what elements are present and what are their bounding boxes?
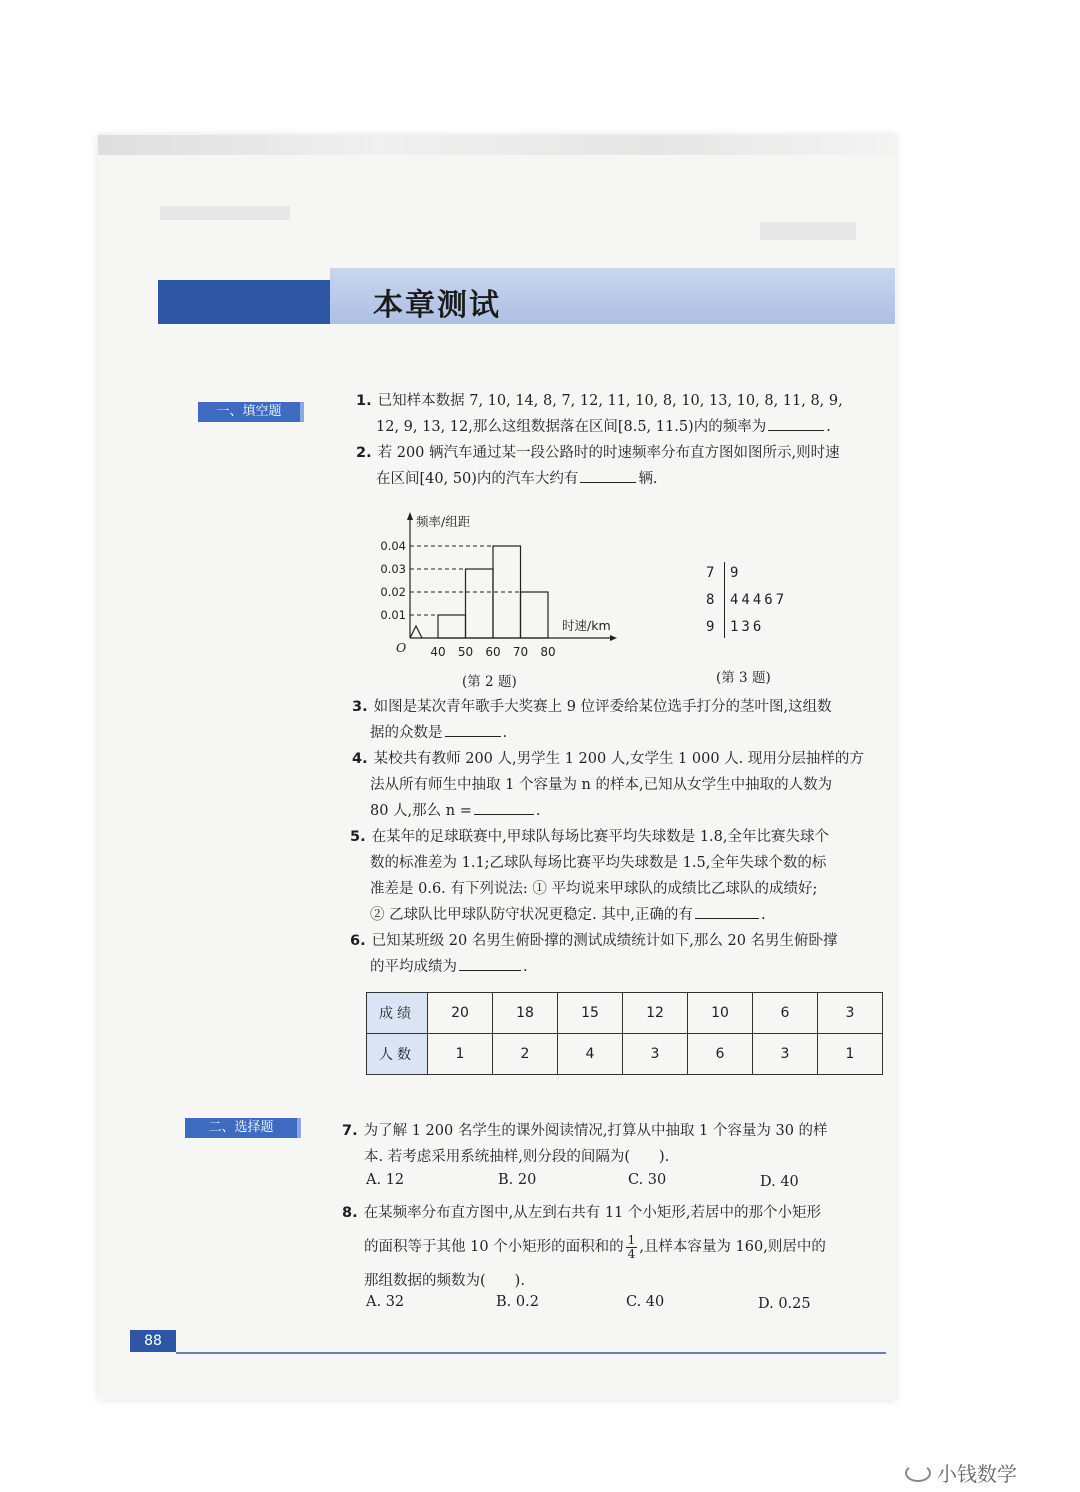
y-axis-arrow (407, 512, 413, 520)
question-3: 3. 如图是某次青年歌手大奖赛上 9 位评委给某位选手打分的茎叶图,这组数 据的众数是 . (352, 699, 832, 741)
y-tick-label: 0.02 (380, 585, 406, 599)
table-row (367, 1034, 883, 1075)
wechat-logo-icon (905, 1464, 931, 1482)
score-table (366, 992, 883, 1075)
stem-row: 8 44467 (706, 592, 788, 608)
stem-row: 7 9 (706, 565, 742, 581)
answer-blank (580, 468, 636, 483)
histogram-bar (466, 569, 494, 638)
histogram-bar (521, 592, 549, 638)
page-number: 88 (130, 1330, 176, 1352)
x-tick-label: 50 (457, 645, 474, 659)
table-cell: 1 (428, 1034, 493, 1075)
watermark-text: 小钱数学 (937, 1462, 1017, 1486)
option-a: A. 12 (366, 1172, 405, 1188)
question-4: 4. 某校共有教师 200 人,男学生 1 200 人,女学生 1 000 人. 现用分层抽样的方 法从所有师生中抽取 1 个容量为 n 的样本,已知从女学生中抽取的人数为 80 人,那么 n = . (352, 751, 864, 819)
x-tick-label: 70 (512, 645, 529, 659)
table-cell: 6 (753, 993, 818, 1034)
section-label-fill: 一、填空题 (198, 402, 304, 422)
chapter-header-bar (158, 268, 895, 324)
stem-row: 9 136 (706, 619, 765, 635)
answer-blank (459, 956, 521, 971)
option-b: B. 20 (498, 1172, 537, 1188)
question-6: 6. 已知某班级 20 名男生俯卧撑的测试成绩统计如下,那么 20 名男生俯卧撑 的平均成绩为 . (350, 933, 838, 975)
option-d: D. 0.25 (758, 1296, 811, 1312)
fraction: $\frac{1}{4}$ (627, 1232, 636, 1261)
bleed-through-text (160, 206, 290, 220)
question-5: 5. 在某年的足球联赛中,甲球队每场比赛平均失球数是 1.8,全年比赛失球个 数的标准差为 1.1;乙球队每场比赛平均失球数是 1.5,全年失球个数的标 准差是 0.6. 有下列说法: ① 平均说来甲球队的成绩比乙球队的成绩好; ② 乙球队比甲球队防守状况更稳定. 其中,正确的有 . (350, 829, 829, 923)
stem-divider (724, 562, 725, 638)
table-cell: 10 (688, 993, 753, 1034)
table-row (367, 993, 883, 1034)
x-tick-label: 40 (430, 645, 446, 659)
y-axis-label: 频率/组距 (416, 514, 471, 529)
figure-3-caption: (第 3 题) (716, 670, 771, 686)
chapter-title: 本章测试 (373, 288, 501, 323)
answer-blank (474, 800, 534, 815)
option-b: B. 0.2 (496, 1294, 539, 1310)
x-axis-arrow (610, 635, 617, 641)
page-edge-shadow (98, 135, 896, 155)
footer-rule (176, 1352, 886, 1354)
y-tick-label: 0.01 (380, 608, 406, 622)
axis-break (410, 626, 422, 638)
bleed-through-text (760, 222, 856, 240)
section-label-choice: 二、选择题 (185, 1118, 301, 1138)
origin-label: O (396, 640, 407, 655)
question-8: 8. 在某频率分布直方图中,从左到右共有 11 个小矩形,若居中的那个小矩形 的面积等于其他 10 个小矩形的面积和的 $\frac{1}{4}$ ,且样本容量为 160,则居中的 那组数据的频数为( ). (342, 1205, 826, 1289)
table-cell: 18 (493, 993, 558, 1034)
figure-2-caption: (第 2 题) (462, 674, 517, 690)
answer-blank (445, 722, 501, 737)
table-row-label: 人数 (367, 1034, 428, 1075)
option-a: A. 32 (366, 1294, 405, 1310)
x-tick-label: 60 (485, 645, 501, 659)
option-d: D. 40 (760, 1174, 799, 1190)
watermark (905, 1458, 1017, 1487)
table-cell: 12 (623, 993, 688, 1034)
y-tick-label: 0.04 (380, 539, 406, 553)
question-2: 2. 若 200 辆汽车通过某一段公路时的时速频率分布直方图如图所示,则时速 在区间[40, 50)内的汽车大约有 辆. (356, 445, 840, 487)
answer-blank (768, 416, 824, 431)
table-cell: 3 (818, 993, 883, 1034)
table-cell: 3 (623, 1034, 688, 1075)
x-axis-label: 时速/km (562, 618, 611, 633)
table-cell: 6 (688, 1034, 753, 1075)
table-cell: 15 (558, 993, 623, 1034)
table-cell: 2 (493, 1034, 558, 1075)
table-cell: 4 (558, 1034, 623, 1075)
question-7: 7. 为了解 1 200 名学生的课外阅读情况,打算从中抽取 1 个容量为 30 的样 本. 若考虑采用系统抽样,则分段的间隔为( ). (342, 1123, 828, 1165)
table-row-label: 成绩 (367, 993, 428, 1034)
question-1: 1. 已知样本数据 7, 10, 14, 8, 7, 12, 11, 10, 8, 10, 13, 10, 8, 11, 8, 9, 12, 9, 13, 12,那么这组数据落在区间[8.5, 11.5)内的频率为 . (356, 393, 843, 435)
frequency-histogram (370, 508, 630, 668)
stem-leaf-plot (706, 560, 787, 641)
table-cell: 1 (818, 1034, 883, 1075)
x-tick-label: 80 (540, 645, 556, 659)
histogram-bar (438, 615, 466, 638)
answer-blank (695, 904, 759, 919)
option-c: C. 30 (628, 1172, 667, 1188)
y-tick-label: 0.03 (380, 562, 406, 576)
table-cell: 3 (753, 1034, 818, 1075)
table-cell: 20 (428, 993, 493, 1034)
option-c: C. 40 (626, 1294, 665, 1310)
